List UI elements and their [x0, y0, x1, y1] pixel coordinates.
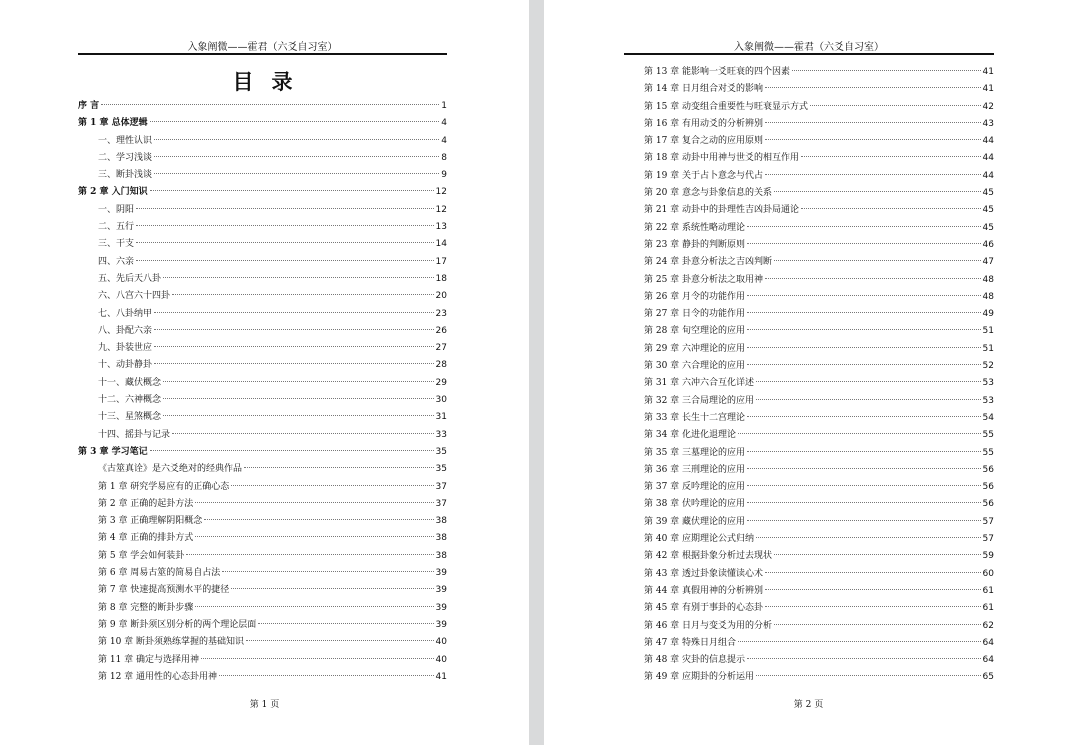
toc-entry-title: 第 6 章 周易古筮的简易自占法 — [98, 568, 221, 579]
toc-entry-page-number: 40 — [435, 654, 447, 665]
toc-entry-page-number: 53 — [982, 378, 994, 389]
toc-entry-page-number: 17 — [435, 256, 447, 267]
toc-entry-page-number: 1 — [441, 101, 447, 111]
toc-entry-title: 第 37 章 反吟理论的应用 — [644, 482, 746, 493]
toc-entry-title: 第 4 章 正确的排卦方式 — [98, 533, 194, 544]
dot-leader — [747, 451, 981, 452]
toc-entry-title: 第 35 章 三墓理论的应用 — [644, 447, 746, 458]
dot-leader — [765, 589, 981, 590]
dot-leader — [154, 312, 434, 313]
toc-entry[interactable] — [644, 99, 994, 116]
toc-entry[interactable] — [78, 184, 447, 201]
toc-entry-title: 第 17 章 复合之动的应用原则 — [644, 136, 764, 147]
toc-entry-title: 第 3 章 正确理解阴阳概念 — [98, 516, 203, 527]
toc-entry[interactable] — [78, 617, 447, 634]
toc-entry[interactable] — [644, 133, 994, 150]
toc-entry[interactable] — [644, 652, 994, 669]
toc-entry-page-number: 30 — [435, 395, 447, 406]
page-header: 入象阐微——霍君（六爻自习室） — [78, 38, 447, 55]
toc-entry-page-number: 44 — [982, 136, 994, 147]
toc-entry-page-number: 64 — [982, 655, 994, 666]
toc-entry-title: 第 32 章 三合局理论的应用 — [644, 395, 755, 406]
toc-entry-title: 十、动卦静卦 — [98, 360, 153, 371]
dot-leader — [172, 294, 434, 295]
toc-entry-page-number: 51 — [982, 326, 994, 337]
toc-entry-page-number: 65 — [982, 672, 994, 683]
toc-entry-title: 第 24 章 卦意分析法之吉凶判断 — [644, 257, 773, 268]
toc-entry[interactable] — [644, 237, 994, 254]
toc-entry[interactable] — [78, 582, 447, 599]
toc-entry-page-number: 62 — [982, 620, 994, 631]
toc-entry[interactable] — [78, 669, 447, 686]
toc-entry-title: 第 27 章 日令的功能作用 — [644, 309, 746, 320]
toc-entry-title: 第 13 章 能影响一爻旺衰的四个因素 — [644, 67, 791, 77]
toc-entry[interactable] — [644, 669, 994, 686]
toc-entry-title: 第 33 章 长生十二宫理论 — [644, 412, 746, 423]
toc-entry-title: 第 2 章 入门知识 — [78, 187, 148, 198]
toc-entry[interactable] — [78, 236, 447, 253]
toc-entry-page-number: 33 — [435, 429, 447, 440]
dot-leader — [756, 675, 981, 676]
toc-entry-page-number: 20 — [435, 291, 447, 302]
toc-entry-title: 第 19 章 关于占卜意念与代占 — [644, 170, 764, 181]
toc-entry-page-number: 51 — [982, 343, 994, 354]
toc-entry[interactable] — [644, 220, 994, 237]
toc-entry-page-number: 56 — [982, 499, 994, 510]
toc-entry-page-number: 61 — [982, 603, 994, 614]
toc-entry-page-number: 18 — [435, 273, 447, 284]
dot-leader — [154, 346, 434, 347]
dot-leader — [747, 243, 981, 244]
dot-leader — [195, 536, 433, 537]
toc-entry[interactable] — [644, 306, 994, 323]
toc-entry-page-number: 39 — [435, 602, 447, 613]
dot-leader — [747, 416, 981, 417]
toc-entry-title: 第 47 章 特殊日月组合 — [644, 637, 737, 648]
dot-leader — [747, 364, 981, 365]
toc-entry-title: 第 3 章 学习笔记 — [78, 446, 148, 457]
dot-leader — [747, 468, 981, 469]
dot-leader — [747, 312, 981, 313]
toc-entry-page-number: 35 — [435, 464, 447, 475]
toc-entry-title: 第 1 章 总体逻辑 — [78, 118, 148, 129]
toc-entry-title: 第 28 章 旬空理论的应用 — [644, 326, 746, 337]
page-header: 入象阐微——霍君（六爻自习室） — [624, 38, 994, 55]
toc-entry-title: 第 16 章 有用动爻的分析辨别 — [644, 118, 764, 129]
toc-entry-page-number: 41 — [982, 67, 994, 77]
toc-entry[interactable] — [644, 289, 994, 306]
toc-entry-title: 六、八宫六十四卦 — [98, 291, 171, 302]
toc-entry[interactable] — [78, 219, 447, 236]
page-footer: 第 2 页 — [793, 700, 824, 710]
toc-entry[interactable] — [644, 272, 994, 289]
toc-entry-page-number: 12 — [435, 187, 447, 198]
dot-leader — [765, 174, 981, 175]
page-gutter — [529, 0, 544, 745]
dot-leader — [246, 640, 434, 641]
dot-leader — [195, 502, 433, 503]
toc-entry-page-number: 31 — [435, 412, 447, 423]
toc-entry-title: 第 45 章 有别于事卦的心态卦 — [644, 603, 764, 614]
toc-entry-title: 第 7 章 快速提高预测水平的捷径 — [98, 585, 230, 596]
toc-entry-page-number: 38 — [435, 533, 447, 544]
dot-leader — [756, 381, 981, 382]
dot-leader — [747, 347, 981, 348]
toc-entry[interactable] — [644, 531, 994, 548]
toc-entry-title: 第 15 章 动变组合重要性与旺衰显示方式 — [644, 101, 809, 112]
toc-entry-title: 第 1 章 研究学易应有的正确心态 — [98, 481, 230, 492]
toc-entry[interactable] — [78, 340, 447, 357]
toc-entry[interactable] — [644, 254, 994, 271]
toc-entry[interactable] — [644, 185, 994, 202]
dot-leader — [163, 277, 434, 278]
toc-entry[interactable] — [644, 410, 994, 427]
toc-entry-page-number: 37 — [435, 481, 447, 492]
toc-entry[interactable] — [644, 168, 994, 185]
toc-entry-page-number: 57 — [982, 534, 994, 545]
toc-entry-page-number: 45 — [982, 222, 994, 233]
dot-leader — [747, 329, 981, 330]
dot-leader — [747, 658, 981, 659]
toc-entry-page-number: 9 — [441, 170, 447, 181]
dot-leader — [792, 70, 981, 71]
toc-entry-title: 第 26 章 月令的功能作用 — [644, 291, 746, 302]
dot-leader — [163, 381, 434, 382]
toc-entry-title: 第 5 章 学会如何装卦 — [98, 550, 185, 561]
toc-entry-title: 第 36 章 三刑理论的应用 — [644, 464, 746, 475]
toc-entry-title: 第 40 章 应期理论公式归纳 — [644, 534, 755, 545]
dot-leader — [738, 433, 981, 434]
toc-entry-title: 第 44 章 真假用神的分析辨别 — [644, 585, 764, 596]
toc-entry-title: 第 10 章 断卦须熟练掌握的基础知识 — [98, 637, 245, 648]
dot-leader — [222, 571, 433, 572]
toc-entry-title: 第 49 章 应期卦的分析运用 — [644, 672, 755, 683]
dot-leader — [747, 520, 981, 521]
toc-entry[interactable] — [78, 115, 447, 132]
toc-entry-page-number: 56 — [982, 464, 994, 475]
toc-entry[interactable] — [78, 306, 447, 323]
page-title: 目录 — [232, 69, 311, 94]
toc-entry-page-number: 38 — [435, 516, 447, 527]
toc-entry[interactable] — [78, 392, 447, 409]
dot-leader — [244, 467, 434, 468]
toc-entry[interactable] — [644, 64, 994, 81]
toc-entry[interactable] — [78, 461, 447, 478]
page-footer: 第 1 页 — [249, 700, 280, 710]
toc-entry-page-number: 48 — [982, 291, 994, 302]
document-page-1 — [0, 0, 529, 745]
toc-entry[interactable] — [78, 357, 447, 374]
dot-leader — [765, 572, 981, 573]
toc-entry-title: 《古筮真诠》是六爻绝对的经典作品 — [98, 464, 243, 475]
toc-entry[interactable] — [78, 409, 447, 426]
toc-entry[interactable] — [644, 635, 994, 652]
toc-entry-title: 第 18 章 动卦中用神与世爻的相互作用 — [644, 153, 800, 164]
toc-entry[interactable] — [78, 98, 447, 115]
toc-entry-page-number: 56 — [982, 482, 994, 493]
toc-entry-page-number: 41 — [435, 671, 447, 682]
toc-entry-page-number: 64 — [982, 637, 994, 648]
toc-entry-page-number: 39 — [435, 585, 447, 596]
toc-entry-title: 三、干支 — [98, 239, 135, 250]
dot-leader — [101, 104, 439, 105]
toc-entry-title: 二、五行 — [98, 222, 135, 233]
toc-entry-page-number: 45 — [982, 205, 994, 216]
toc-entry[interactable] — [78, 600, 447, 617]
toc-entry[interactable] — [78, 479, 447, 496]
toc-entry-title: 第 21 章 动卦中的卦理性吉凶卦局通论 — [644, 205, 800, 216]
toc-entry-page-number: 42 — [982, 101, 994, 112]
toc-entry[interactable] — [644, 358, 994, 375]
toc-entry[interactable] — [78, 254, 447, 271]
toc-entry-page-number: 57 — [982, 516, 994, 527]
toc-entry-title: 十三、星煞概念 — [98, 412, 162, 423]
toc-entry-page-number: 44 — [982, 153, 994, 164]
toc-entry-title: 第 34 章 化进化退理论 — [644, 430, 737, 441]
toc-entry-title: 第 30 章 六合理论的应用 — [644, 361, 746, 372]
toc-entry-title: 第 2 章 正确的起卦方法 — [98, 498, 194, 509]
dot-leader — [204, 519, 433, 520]
toc-entry[interactable] — [644, 548, 994, 565]
toc-entry[interactable] — [644, 583, 994, 600]
dot-leader — [774, 554, 981, 555]
toc-entry[interactable] — [644, 566, 994, 583]
toc-entry-title: 第 11 章 确定与选择用神 — [98, 654, 200, 665]
document-page-2 — [544, 0, 1073, 745]
toc-entry-page-number: 12 — [435, 204, 447, 215]
toc-entry[interactable] — [644, 393, 994, 410]
toc-entry-page-number: 43 — [982, 118, 994, 129]
dot-leader — [747, 226, 981, 227]
dot-leader — [163, 398, 434, 399]
toc-entry[interactable] — [78, 634, 447, 651]
toc-entry[interactable] — [644, 427, 994, 444]
toc-entry-page-number: 28 — [435, 360, 447, 371]
toc-entry-page-number: 53 — [982, 395, 994, 406]
toc-entry[interactable] — [644, 150, 994, 167]
toc-entry[interactable] — [78, 427, 447, 444]
toc-entry[interactable] — [644, 496, 994, 513]
toc-entry-title: 第 46 章 日月与变爻为用的分析 — [644, 620, 773, 631]
dot-leader — [172, 433, 434, 434]
toc-entry[interactable] — [78, 133, 447, 150]
toc-entry-page-number: 61 — [982, 585, 994, 596]
toc-entry-title: 三、断卦浅谈 — [98, 170, 153, 181]
toc-entry-title: 第 43 章 透过卦象读懂读心术 — [644, 568, 764, 579]
toc-entry-title: 第 38 章 伏吟理论的应用 — [644, 499, 746, 510]
toc-entry-title: 一、理性认识 — [98, 135, 153, 146]
dot-leader — [154, 173, 439, 174]
dot-leader — [201, 658, 434, 659]
toc-entry-title: 九、卦装世应 — [98, 343, 153, 354]
dot-leader — [186, 554, 433, 555]
dot-leader — [801, 208, 981, 209]
dot-leader — [765, 87, 981, 88]
toc-entry-page-number: 4 — [441, 118, 447, 129]
dot-leader — [747, 295, 981, 296]
toc-entry[interactable] — [78, 271, 447, 288]
toc-entry[interactable] — [644, 600, 994, 617]
toc-entry[interactable] — [644, 341, 994, 358]
toc-entry-page-number: 35 — [435, 446, 447, 457]
toc-entry-page-number: 48 — [982, 274, 994, 285]
dot-leader — [136, 208, 434, 209]
toc-entry-page-number: 40 — [435, 637, 447, 648]
dot-leader — [154, 363, 434, 364]
toc-entry[interactable] — [644, 479, 994, 496]
toc-entry[interactable] — [78, 513, 447, 530]
toc-entry-page-number: 23 — [435, 308, 447, 319]
toc-entry[interactable] — [644, 462, 994, 479]
toc-entry-page-number: 47 — [982, 257, 994, 268]
dot-leader — [765, 278, 981, 279]
toc-entry-title: 十四、摇卦与记录 — [98, 429, 171, 440]
dot-leader — [810, 105, 981, 106]
dot-leader — [163, 415, 434, 416]
toc-entry[interactable] — [644, 116, 994, 133]
toc-entry-title: 第 8 章 完整的断卦步骤 — [98, 602, 194, 613]
toc-entry-title: 第 14 章 日月组合对爻的影响 — [644, 84, 764, 95]
dot-leader — [231, 588, 433, 589]
toc-entry-title: 十二、六神概念 — [98, 395, 162, 406]
toc-entry[interactable] — [78, 530, 447, 547]
toc-entry-page-number: 54 — [982, 412, 994, 423]
toc-entry[interactable] — [644, 375, 994, 392]
toc-entry-title: 第 48 章 灾卦的信息提示 — [644, 655, 746, 666]
dot-leader — [765, 122, 981, 123]
dot-leader — [136, 242, 434, 243]
toc-entry[interactable] — [78, 323, 447, 340]
toc-entry-page-number: 52 — [982, 361, 994, 372]
dot-leader — [801, 156, 981, 157]
toc-entry[interactable] — [644, 323, 994, 340]
toc-entry-page-number: 46 — [982, 239, 994, 250]
dot-leader — [154, 329, 434, 330]
dot-leader — [756, 537, 981, 538]
dot-leader — [195, 606, 433, 607]
toc-entry-title: 第 22 章 系统性略动理论 — [644, 222, 746, 233]
toc-entry-page-number: 39 — [435, 568, 447, 579]
dot-leader — [150, 450, 434, 451]
toc-entry[interactable] — [644, 81, 994, 98]
toc-entry-title: 四、六亲 — [98, 256, 135, 267]
toc-entry-page-number: 13 — [435, 222, 447, 233]
toc-entry-title: 第 39 章 藏伏理论的应用 — [644, 516, 746, 527]
toc-entry-title: 一、阴阳 — [98, 204, 135, 215]
dot-leader — [150, 121, 440, 122]
toc-entry-page-number: 26 — [435, 325, 447, 336]
table-of-contents — [644, 64, 994, 687]
toc-entry-title: 七、八卦纳甲 — [98, 308, 153, 319]
toc-entry-title: 第 31 章 六冲六合互化详述 — [644, 378, 755, 389]
toc-entry-title: 第 20 章 意念与卦象信息的关系 — [644, 188, 773, 199]
toc-entry-page-number: 29 — [435, 377, 447, 388]
toc-entry[interactable] — [78, 548, 447, 565]
toc-entry[interactable] — [644, 618, 994, 635]
toc-entry-page-number: 60 — [982, 568, 994, 579]
dot-leader — [136, 225, 434, 226]
toc-entry-page-number: 55 — [982, 447, 994, 458]
dot-leader — [774, 624, 981, 625]
dot-leader — [765, 139, 981, 140]
toc-entry-page-number: 14 — [435, 239, 447, 250]
dot-leader — [756, 399, 981, 400]
toc-entry-page-number: 27 — [435, 343, 447, 354]
dot-leader — [154, 156, 439, 157]
dot-leader — [774, 191, 981, 192]
toc-entry-page-number: 37 — [435, 498, 447, 509]
toc-entry[interactable] — [78, 652, 447, 669]
toc-entry-title: 第 23 章 静卦的判断原则 — [644, 239, 746, 250]
toc-entry-title: 序 言 — [78, 101, 100, 111]
toc-entry[interactable] — [78, 565, 447, 582]
toc-entry[interactable] — [78, 150, 447, 167]
toc-entry[interactable] — [644, 445, 994, 462]
dot-leader — [765, 606, 981, 607]
toc-entry-title: 第 9 章 断卦须区别分析的两个理论层面 — [98, 619, 257, 630]
toc-entry-title: 十一、藏伏概念 — [98, 377, 162, 388]
dot-leader — [747, 502, 981, 503]
toc-entry-title: 第 25 章 卦意分析法之取用神 — [644, 274, 764, 285]
table-of-contents — [78, 98, 447, 686]
toc-entry-title: 五、先后天八卦 — [98, 273, 162, 284]
dot-leader — [154, 139, 439, 140]
dot-leader — [738, 641, 981, 642]
toc-entry[interactable] — [78, 375, 447, 392]
toc-entry-page-number: 55 — [982, 430, 994, 441]
toc-entry[interactable] — [644, 514, 994, 531]
toc-entry[interactable] — [78, 496, 447, 513]
dot-leader — [258, 623, 433, 624]
toc-entry-page-number: 38 — [435, 550, 447, 561]
toc-entry[interactable] — [644, 202, 994, 219]
dot-leader — [747, 485, 981, 486]
toc-entry-page-number: 41 — [982, 84, 994, 95]
toc-entry-title: 第 42 章 根据卦象分析过去现状 — [644, 551, 773, 562]
dot-leader — [774, 260, 981, 261]
toc-entry-title: 八、卦配六亲 — [98, 325, 153, 336]
toc-entry-title: 第 12 章 通用性的心态卦用神 — [98, 671, 218, 682]
toc-entry[interactable] — [78, 444, 447, 461]
toc-entry-page-number: 39 — [435, 619, 447, 630]
toc-entry-title: 第 29 章 六冲理论的应用 — [644, 343, 746, 354]
toc-entry-page-number: 49 — [982, 309, 994, 320]
toc-entry-page-number: 8 — [441, 152, 447, 163]
dot-leader — [231, 485, 433, 486]
toc-entry-page-number: 59 — [982, 551, 994, 562]
toc-entry[interactable] — [78, 288, 447, 305]
toc-entry[interactable] — [78, 202, 447, 219]
dot-leader — [136, 260, 434, 261]
toc-entry[interactable] — [78, 167, 447, 184]
toc-entry-page-number: 45 — [982, 188, 994, 199]
dot-leader — [150, 190, 434, 191]
toc-entry-page-number: 44 — [982, 170, 994, 181]
toc-entry-title: 二、学习浅谈 — [98, 152, 153, 163]
dot-leader — [219, 675, 434, 676]
toc-entry-page-number: 4 — [441, 135, 447, 146]
